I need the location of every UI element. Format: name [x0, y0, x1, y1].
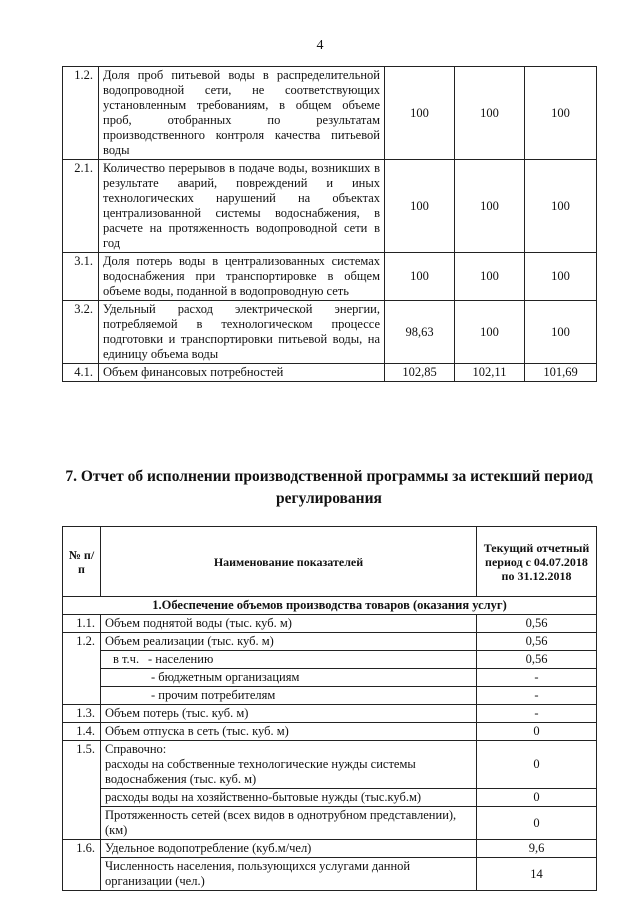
row-value: 0,56 — [477, 633, 597, 651]
table-row — [63, 364, 597, 382]
table-row — [63, 858, 597, 891]
section-1-title: 1.Обеспечение объемов производства товаров (оказания услуг) — [63, 597, 597, 615]
row-name: - прочим потребителям — [101, 687, 477, 705]
row-value: 0 — [477, 741, 597, 789]
row-value: 0 — [477, 723, 597, 741]
table-row — [63, 669, 597, 687]
row-name-line: Справочно: — [105, 742, 167, 756]
row-num: 2.1. — [63, 160, 99, 253]
row-num: 1.5. — [63, 741, 101, 840]
header-name: Наименование показателей — [101, 527, 477, 597]
table-row — [63, 741, 597, 789]
table-row — [63, 160, 597, 253]
table-row — [63, 789, 597, 807]
row-value-2: 102,11 — [455, 364, 525, 382]
row-value-3: 100 — [525, 253, 597, 301]
row-num: 3.1. — [63, 253, 99, 301]
row-value: 9,6 — [477, 840, 597, 858]
section-row — [63, 597, 597, 615]
row-value-2: 100 — [455, 160, 525, 253]
row-value-3: 100 — [525, 67, 597, 160]
table-row — [63, 633, 597, 651]
row-name — [101, 651, 477, 669]
row-num: 1.2. — [63, 67, 99, 160]
header-num: № п/п — [63, 527, 101, 597]
header-row — [63, 527, 597, 597]
table-row — [63, 253, 597, 301]
row-name: Объем поднятой воды (тыс. куб. м) — [101, 615, 477, 633]
row-value-1: 100 — [385, 253, 455, 301]
row-num: 1.6. — [63, 840, 101, 891]
row-num: 4.1. — [63, 364, 99, 382]
table-row — [63, 705, 597, 723]
row-name: Протяженность сетей (всех видов в однотрубном представлении), (км) — [101, 807, 477, 840]
row-value-3: 101,69 — [525, 364, 597, 382]
row-text: Удельный расход электрической энергии, потребляемой в технологическом процессе подготовки и транспортировки питьевой воды, на единицу объема воды — [99, 301, 385, 364]
row-value: - — [477, 705, 597, 723]
row-num: 1.2. — [63, 633, 101, 705]
table-row — [63, 807, 597, 840]
row-name-line: расходы на собственные технологические нужды системы водоснабжения (тыс. куб. м) — [105, 757, 416, 786]
row-value: - — [477, 669, 597, 687]
table-row — [63, 67, 597, 160]
table-row — [63, 687, 597, 705]
table-row — [63, 301, 597, 364]
report-table — [62, 526, 597, 891]
row-value-2: 100 — [455, 67, 525, 160]
row-num: 3.2. — [63, 301, 99, 364]
row-value: - — [477, 687, 597, 705]
table-row — [63, 840, 597, 858]
row-sub-name: - населению — [148, 652, 214, 666]
row-value: 0 — [477, 789, 597, 807]
page-number: 4 — [316, 38, 324, 53]
row-name: расходы воды на хозяйственно-бытовые нужды (тыс.куб.м) — [101, 789, 477, 807]
row-text: Доля потерь воды в централизованных системах водоснабжения при транспортировке в общем объеме воды, поданной в водопроводную сеть — [99, 253, 385, 301]
row-value-1: 98,63 — [385, 301, 455, 364]
row-num: 1.4. — [63, 723, 101, 741]
row-name: Объем реализации (тыс. куб. м) — [101, 633, 477, 651]
row-text: Количество перерывов в подаче воды, возникших в результате аварий, повреждений и иных технологических нарушений на объектах централизованной системы водоснабжения, в расчете на протяженность водопроводной сети в год — [99, 160, 385, 253]
row-name: - бюджетным организациям — [101, 669, 477, 687]
row-value-3: 100 — [525, 301, 597, 364]
row-name: Численность населения, пользующихся услугами данной организации (чел.) — [101, 858, 477, 891]
row-value-1: 100 — [385, 67, 455, 160]
row-name: Объем потерь (тыс. куб. м) — [101, 705, 477, 723]
row-value-2: 100 — [455, 253, 525, 301]
row-num: 1.3. — [63, 705, 101, 723]
row-value-1: 102,85 — [385, 364, 455, 382]
row-value: 0 — [477, 807, 597, 840]
indicators-table — [62, 66, 597, 382]
row-value: 0,56 — [477, 615, 597, 633]
row-label: в т.ч. — [113, 652, 140, 666]
row-name: Объем отпуска в сеть (тыс. куб. м) — [101, 723, 477, 741]
header-period: Текущий отчетный период с 04.07.2018 по 31.12.2018 — [477, 527, 597, 597]
table-row — [63, 615, 597, 633]
table-row — [63, 723, 597, 741]
section-title: 7. Отчет об исполнении производственной программы за истекший период регулирования — [65, 468, 593, 507]
row-num: 1.1. — [63, 615, 101, 633]
row-name: Удельное водопотребление (куб.м/чел) — [101, 840, 477, 858]
row-value-2: 100 — [455, 301, 525, 364]
table-row — [63, 651, 597, 669]
row-text: Объем финансовых потребностей — [99, 364, 385, 382]
row-value: 0,56 — [477, 651, 597, 669]
row-text: Доля проб питьевой воды в распределительной водопроводной сети, не соответствующих установленным требованиям, в общем объеме проб, отобранных по результатам производственного контроля качества питьевой воды — [99, 67, 385, 160]
row-value-3: 100 — [525, 160, 597, 253]
row-value-1: 100 — [385, 160, 455, 253]
row-value: 14 — [477, 858, 597, 891]
row-name — [101, 741, 477, 789]
